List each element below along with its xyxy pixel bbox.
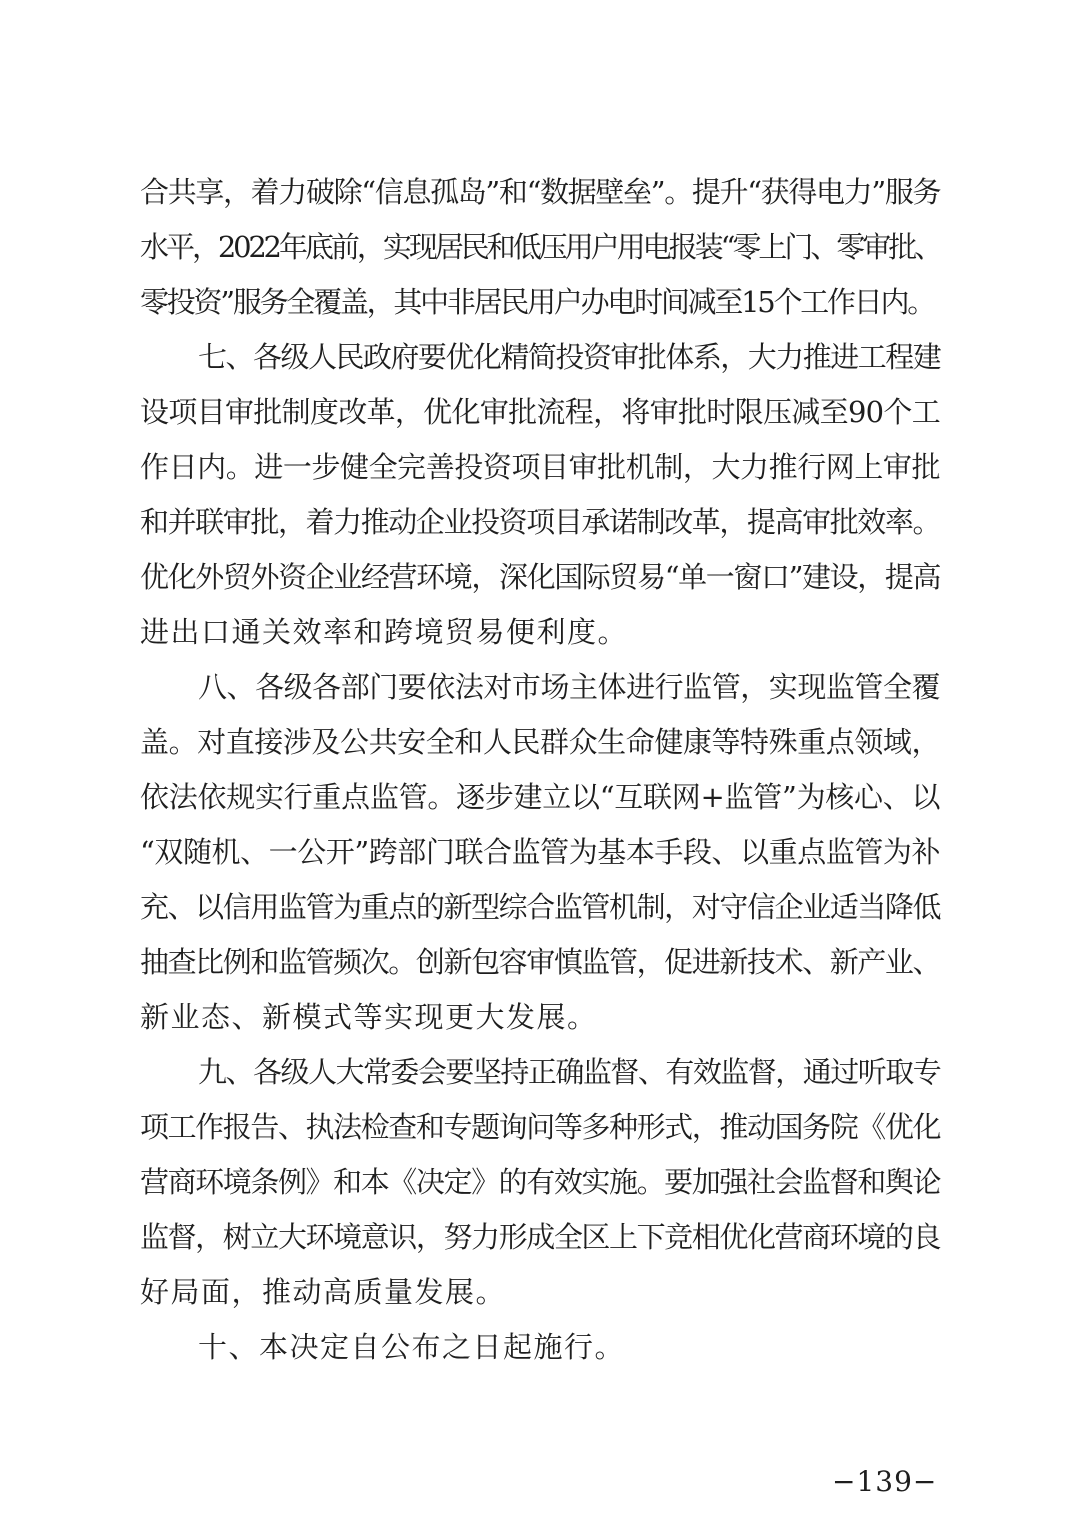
paragraph-section-9 [140,1045,940,1320]
text-line: “双随机、一公开”跨部门联合监管为基本手段、以重点监管为补 [140,835,940,869]
text-line: 盖。对直接涉及公共安全和人民群众生命健康等特殊重点领域， [140,725,940,759]
text-line: 依法依规实行重点监管。逐步建立以“互联网+监管”为核心、以 [140,780,940,814]
text-line: 七、各级人民政府要优化精简投资审批体系，大力推进工程建 [198,340,940,374]
text-line: 项工作报告、执法检查和专题询问等多种形式，推动国务院《优化 [140,1110,940,1144]
text-line: 充、以信用监管为重点的新型综合监管机制，对守信企业适当降低 [140,890,940,924]
text-line: 和并联审批，着力推动企业投资项目承诺制改革，提高审批效率。 [140,505,940,539]
text-line: 合共享，着力破除“信息孤岛”和“数据壁垒”。提升“获得电力”服务 [140,175,940,209]
paragraph-continuation [140,165,940,330]
text-line: 监督，树立大环境意识，努力形成全区上下竞相优化营商环境的良 [140,1220,940,1254]
page-number: −139− [832,1465,938,1498]
text-line: 营商环境条例》和本《决定》的有效实施。要加强社会监督和舆论 [140,1165,940,1199]
text-line: 进出口通关效率和跨境贸易便利度。 [140,615,629,649]
text-line: 好局面，推动高质量发展。 [140,1275,507,1309]
paragraph-section-7 [140,330,940,660]
text-line: 八、各级各部门要依法对市场主体进行监管，实现监管全覆 [198,670,940,704]
text-line: 设项目审批制度改革，优化审批流程，将审批时限压减至90个工 [140,395,940,429]
text-line: 作日内。进一步健全完善投资项目审批机制，大力推行网上审批 [140,450,940,484]
paragraph-section-10 [140,1320,940,1375]
text-line: 水平，2022年底前，实现居民和低压用户用电报装“零上门、零审批、 [140,230,940,264]
text-line: 抽查比例和监管频次。创新包容审慎监管，促进新技术、新产业、 [140,945,940,979]
paragraph-section-8 [140,660,940,1045]
document-body [140,165,940,1375]
text-line: 九、各级人大常委会要坚持正确监督、有效监督，通过听取专 [198,1055,940,1089]
text-line: 新业态、新模式等实现更大发展。 [140,1000,598,1034]
text-line: 优化外贸外资企业经营环境，深化国际贸易“单一窗口”建设，提高 [140,560,940,594]
text-line: 十、本决定自公布之日起施行。 [198,1330,626,1364]
text-line: 零投资”服务全覆盖，其中非居民用户办电时间减至15个工作日内。 [140,285,934,319]
